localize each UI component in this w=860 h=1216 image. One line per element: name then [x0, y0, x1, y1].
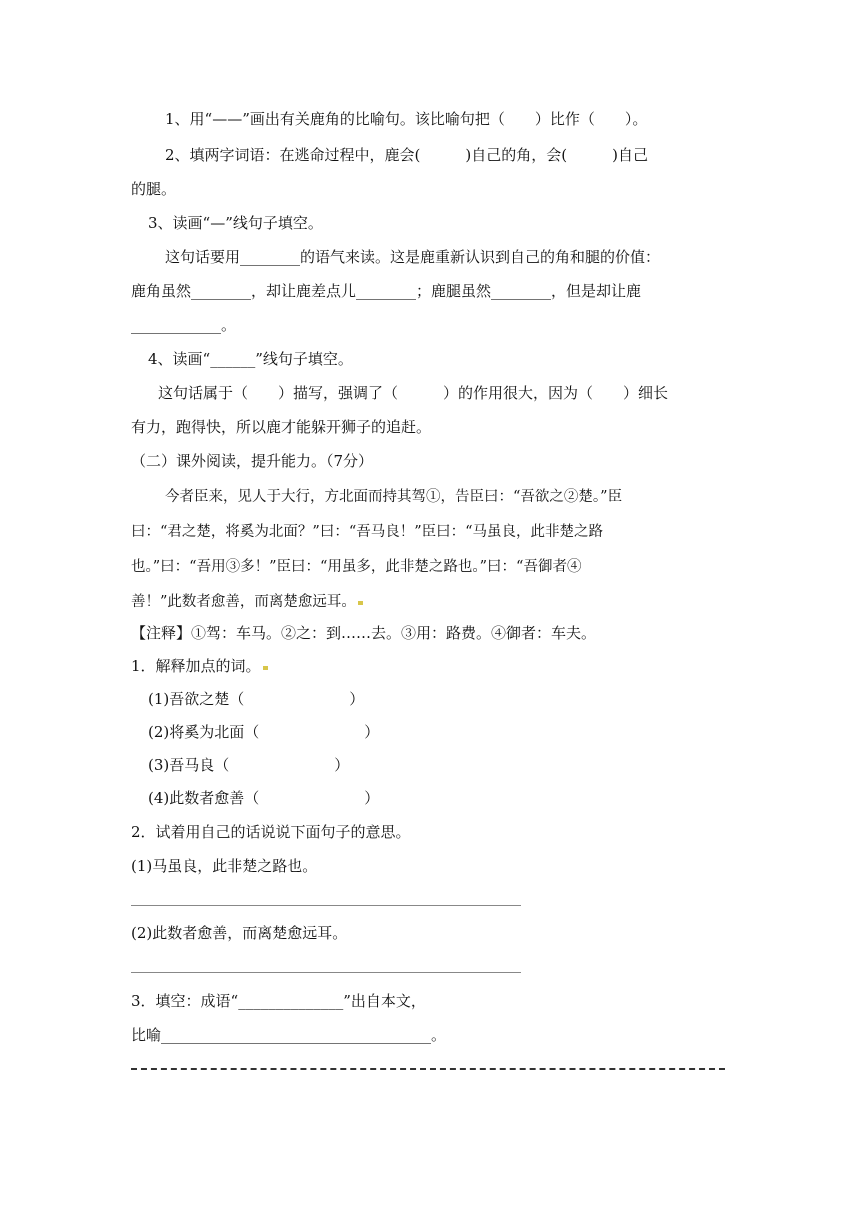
question-4: 4、读画“______”线句子填空。: [148, 350, 353, 368]
passage-line-2: 曰：“君之楚，将奚为北面？”曰：“吾马良！”臣曰：“马虽良，此非楚之路: [131, 524, 604, 540]
answer-line: [131, 972, 521, 973]
highlight-mark: [358, 601, 363, 605]
section-2-heading: （二）课外阅读，提升能力。（7分）: [131, 452, 374, 470]
exercise-2-sentence-2: (2)此数者愈善，而离楚愈远耳。: [131, 924, 348, 942]
exercise-2: 2．试着用自己的话说说下面句子的意思。: [131, 823, 411, 841]
highlight-mark: [263, 666, 268, 670]
passage-line-1: 今者臣来，见人于大行，方北面而持其驾①，告臣曰：“吾欲之②楚。”臣: [165, 489, 623, 505]
exercise-1-item-4: (4)此数者愈善（ ）: [148, 789, 380, 807]
question-3-line-3: ____________。: [131, 316, 237, 334]
exercise-1-item-3: (3)吾马良（ ）: [148, 756, 350, 774]
question-4-line-1: 这句话属于（ ）描写，强调了（ ）的作用很大，因为（ ）细长: [158, 384, 669, 402]
question-3: 3、读画“—”线句子填空。: [148, 214, 323, 232]
page-divider: [131, 1068, 725, 1070]
question-4-line-2: 有力，跑得快，所以鹿才能躲开狮子的追赶。: [131, 418, 432, 436]
exercise-2-sentence-1: (1)马虽良，此非楚之路也。: [131, 857, 318, 875]
question-2-line-1: 2、填两字词语：在逃命过程中，鹿会( )自己的角，会( )自己: [165, 146, 648, 164]
answer-line: [131, 905, 521, 906]
exercise-1-item-2: (2)将奚为北面（ ）: [148, 723, 380, 741]
passage-line-4: 善！”此数者愈善，而离楚愈远耳。: [131, 591, 363, 613]
exercise-3-line-1: 3．填空：成语“______________”出自本文，: [131, 992, 426, 1010]
notes: 【注释】①驾：车马。②之：到……去。③用：路费。④御者：车夫。: [131, 624, 597, 642]
question-2-line-2: 的腿。: [131, 180, 177, 198]
question-1: 1、用“——”画出有关鹿角的比喻句。该比喻句把（ ）比作（ ）。: [165, 110, 648, 128]
exercise-1: 1．解释加点的词。: [131, 655, 268, 677]
exercise-3-line-2: 比喻____________________________________。: [131, 1026, 447, 1044]
question-3-line-1: 这句话要用________的语气来读。这是鹿重新认识到自己的角和腿的价值：: [165, 248, 661, 266]
exercise-1-item-1: (1)吾欲之楚（ ）: [148, 690, 365, 708]
passage-line-3: 也。”曰：“吾用③多！”臣曰：“用虽多，此非楚之路也。”曰：“吾御者④: [131, 559, 582, 575]
question-3-line-2: 鹿角虽然________，却让鹿差点儿________；鹿腿虽然________，但是却让鹿: [131, 282, 642, 300]
